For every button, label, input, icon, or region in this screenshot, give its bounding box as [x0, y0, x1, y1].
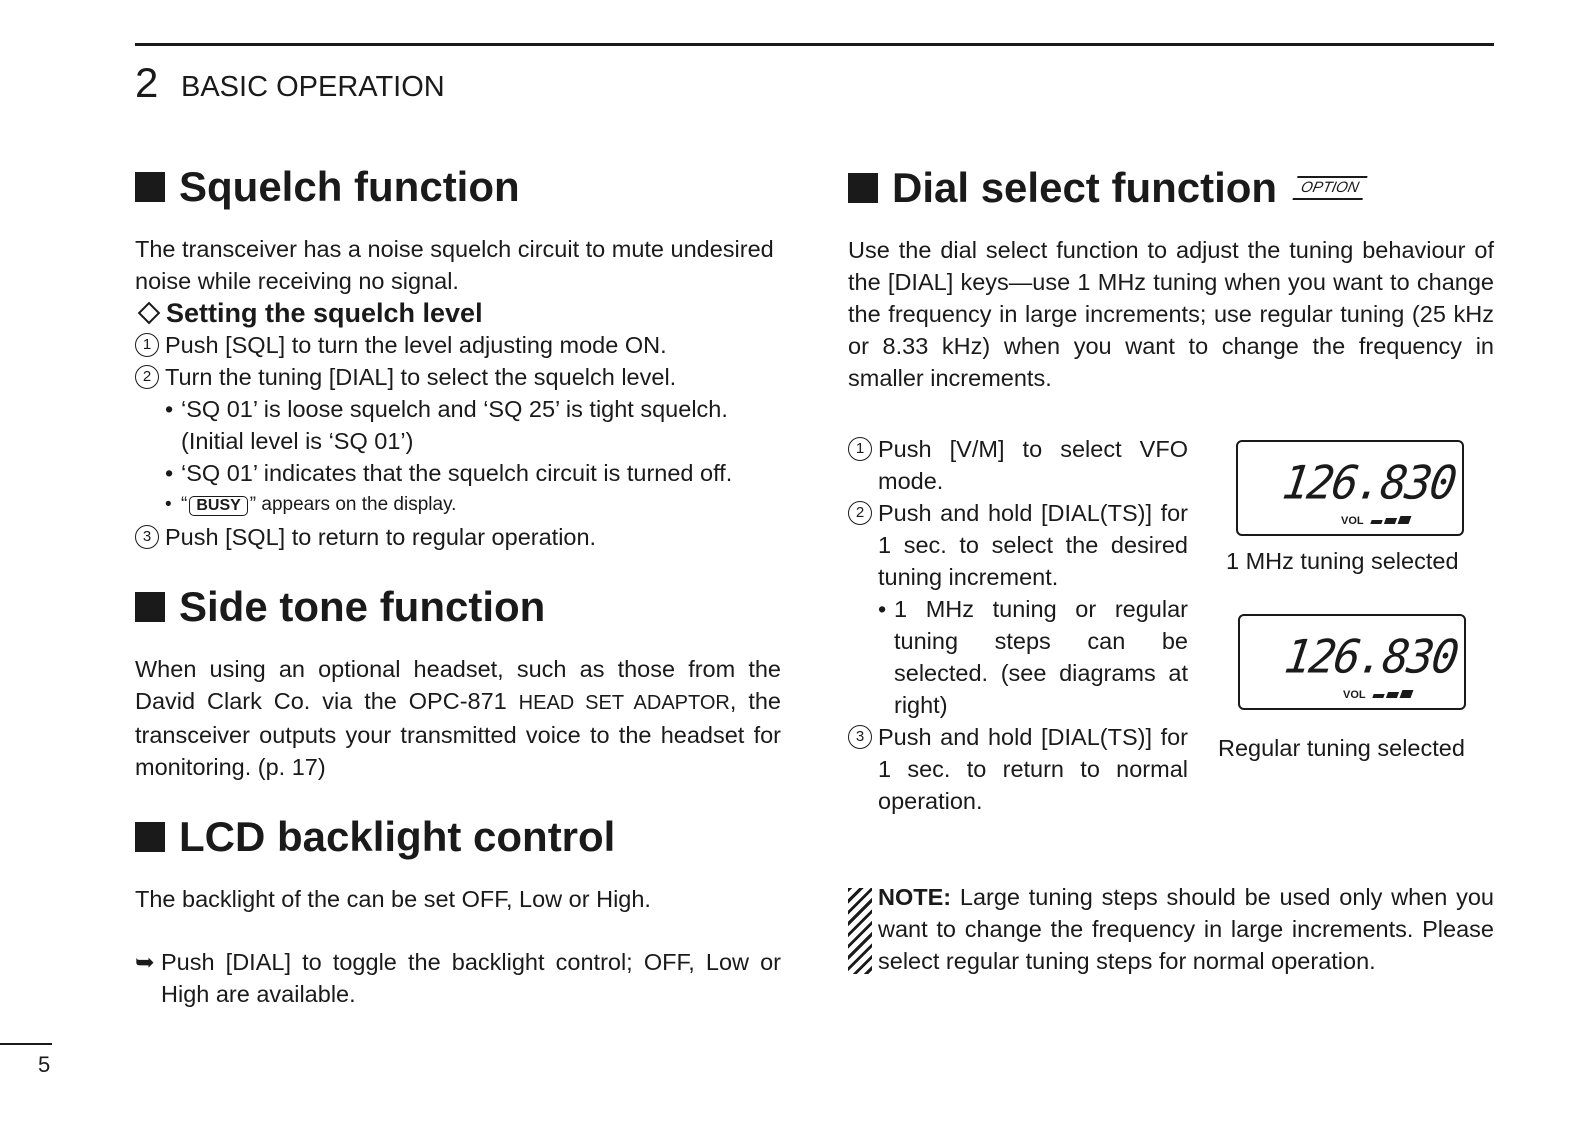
note-label: NOTE: [878, 884, 952, 910]
squelch-heading: Squelch function [135, 161, 781, 213]
note-box [848, 881, 1494, 977]
chapter-title: BASIC OPERATION [181, 71, 445, 103]
lcd-backlight-intro: The backlight of the can be set OFF, Low or High. [135, 886, 651, 912]
vol-label: VOL [1343, 689, 1366, 701]
dial-bullet: • 1 MHz tuning or regular tuning steps can be selected. (see diagrams at right) [878, 596, 1188, 718]
footer-rule [0, 1043, 52, 1045]
dial-step-2: 2 Push and hold [DIAL(TS)] for 1 sec. to select the desired tuning increment. [848, 497, 1188, 593]
chapter-number: 2 [135, 59, 159, 106]
header-rule [135, 43, 1494, 46]
lcd-display-regular [1238, 614, 1466, 710]
dial-select-section [848, 162, 1494, 394]
note-text: Large tuning steps should be used only when you want to change the frequency in large increments. Please select regular tuning steps for normal operation. [878, 884, 1494, 974]
squelch-bullet-2: • ‘SQ 01’ indicates that the squelch circuit is turned off. [165, 460, 733, 486]
lcd-caption-1mhz: 1 MHz tuning selected [1226, 548, 1459, 574]
lcd-caption-regular: Regular tuning selected [1218, 735, 1465, 761]
squelch-section [135, 161, 781, 553]
squelch-bullet-busy: • “ BUSY ” appears on the display. [165, 494, 457, 515]
sidetone-text: When using an optional headset, such as those from the David Clark Co. via the OPC-871 HEAD SET ADAPTOR, the transceiver outputs your transmitted voice to the headset for monitoring. (p. 17) [135, 656, 781, 780]
section-square-icon [135, 822, 165, 852]
vol-bars-icon [1371, 520, 1410, 524]
dial-select-heading: Dial select function OPTION [848, 162, 1494, 214]
lcd-frequency: 126.830 [1280, 630, 1460, 685]
lcd-backlight-heading: LCD backlight control [135, 811, 781, 863]
squelch-step-2: 2 Turn the tuning [DIAL] to select the squelch level. [135, 361, 781, 393]
lcd-backlight-section [135, 811, 781, 1010]
squelch-subheading: Setting the squelch level [135, 297, 781, 329]
squelch-step-1: 1 Push [SQL] to turn the level adjusting mode ON. [135, 329, 781, 361]
section-square-icon [135, 172, 165, 202]
arrow-icon: ➥ [135, 949, 155, 975]
busy-indicator: BUSY [189, 496, 247, 516]
dial-step-1: 1 Push [V/M] to select VFO mode. [848, 433, 1188, 497]
dial-select-steps [848, 433, 1188, 817]
squelch-step-3: 3 Push [SQL] to return to regular operation. [135, 521, 781, 553]
sidetone-heading: Side tone function [135, 581, 781, 633]
lcd-frequency: 126.830 [1278, 456, 1458, 511]
dial-select-intro: Use the dial select function to adjust the tuning behaviour of the [DIAL] keys—use 1 MHz tuning when you want to change the frequency in large increments; use regular tuning (25 kHz or 8.33 kHz) when you want to change the frequency in smaller increments. [848, 237, 1494, 391]
vol-bars-icon [1373, 694, 1412, 698]
section-square-icon [848, 173, 878, 203]
lcd-backlight-instruction: ➥ Push [DIAL] to toggle the backlight control; OFF, Low or High are available. [135, 946, 781, 1010]
squelch-bullet-1: • ‘SQ 01’ is loose squelch and ‘SQ 25’ is tight squelch. (Initial level is ‘SQ 01’) [165, 396, 728, 454]
dial-step-3: 3 Push and hold [DIAL(TS)] for 1 sec. to return to normal operation. [848, 721, 1188, 817]
diamond-icon [138, 302, 161, 325]
note-hatch-icon [848, 888, 872, 974]
section-square-icon [135, 592, 165, 622]
option-badge: OPTION [1293, 176, 1368, 200]
sidetone-section [135, 581, 781, 783]
squelch-intro: The transceiver has a noise squelch circuit to mute undesired noise while receiving no signal. [135, 236, 774, 294]
vol-label: VOL [1341, 515, 1364, 527]
lcd-display-1mhz [1236, 440, 1464, 536]
page-number: 5 [38, 1052, 51, 1077]
